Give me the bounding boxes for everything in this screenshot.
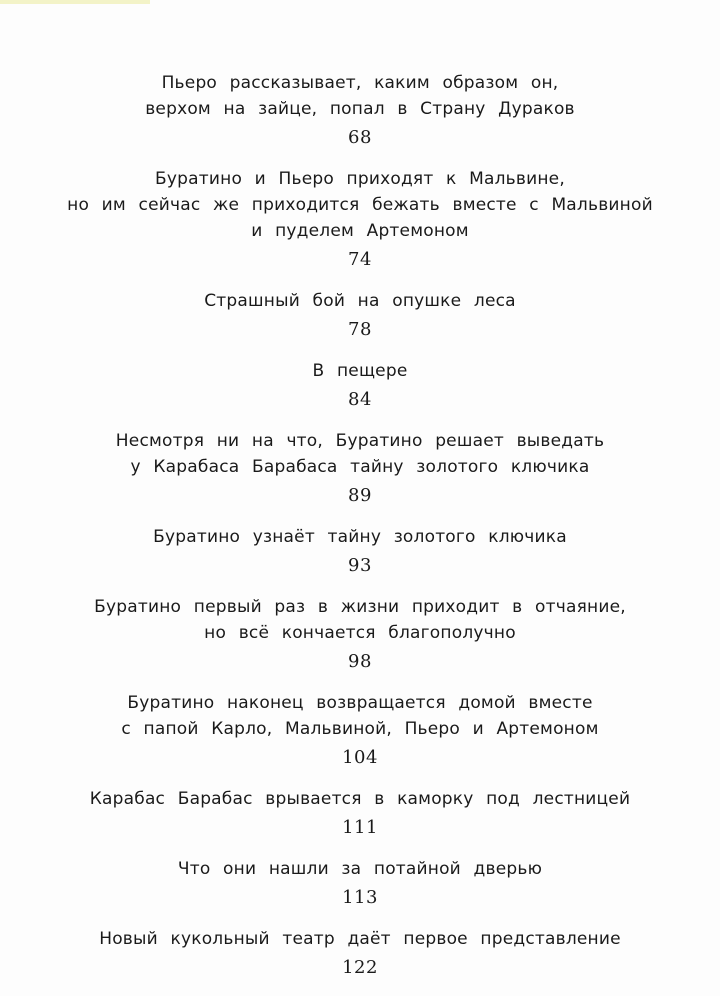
toc-entry [0,594,720,674]
toc-entry-page-number: 89 [348,485,372,506]
table-of-contents [0,70,720,996]
page-edge-mark [0,0,150,4]
toc-entry-title-line: но им сейчас же приходится бежать вместе с Мальвиной [67,195,653,215]
toc-entry-title-line: Буратино наконец возвращается домой вместе [127,693,593,713]
toc-entry [0,856,720,910]
toc-entry [0,786,720,840]
toc-entry-page-number: 113 [342,887,378,908]
toc-entry-page-number: 68 [348,127,372,148]
toc-entry [0,288,720,342]
toc-entry [0,690,720,770]
toc-entry-title-line: у Карабаса Барабаса тайну золотого ключика [130,457,590,477]
toc-entry-page-number: 122 [342,957,378,978]
toc-entry-title-line: Страшный бой на опушке леса [204,291,516,311]
toc-entry-page-number: 74 [348,249,372,270]
toc-entry-title-line: Буратино и Пьеро приходят к Мальвине, [155,169,565,189]
toc-entry [0,166,720,272]
toc-entry-title-line: Буратино узнаёт тайну золотого ключика [153,527,567,547]
toc-entry-title-line: Буратино первый раз в жизни приходит в отчаяние, [94,597,626,617]
toc-entry-title-line: Карабас Барабас врывается в каморку под лестницей [89,789,631,809]
toc-entry-title-line: и пуделем Артемоном [251,221,469,241]
toc-entry-page-number: 78 [348,319,372,340]
toc-entry-title-line: Новый кукольный театр даёт первое представление [99,929,621,949]
toc-entry-page-number: 111 [342,817,378,838]
toc-entry-title-line: Пьеро рассказывает, каким образом он, [161,73,559,93]
toc-entry-page-number: 93 [348,555,372,576]
toc-entry-page-number: 104 [342,747,378,768]
toc-entry [0,358,720,412]
toc-entry-title-line: Несмотря ни на что, Буратино решает выведать [115,431,605,451]
toc-entry-title-line: В пещере [312,361,408,381]
toc-entry [0,524,720,578]
toc-entry-title-line: Что они нашли за потайной дверью [177,859,543,879]
toc-entry [0,926,720,980]
toc-entry-title-line: но всё кончается благополучно [204,623,516,643]
toc-entry-title-line: верхом на зайце, попал в Страну Дураков [145,99,575,119]
toc-entry [0,70,720,150]
toc-entry-page-number: 98 [348,651,372,672]
toc-entry-title-line: с папой Карло, Мальвиной, Пьеро и Артемоном [121,719,599,739]
toc-entry [0,428,720,508]
toc-entry-page-number: 84 [348,389,372,410]
